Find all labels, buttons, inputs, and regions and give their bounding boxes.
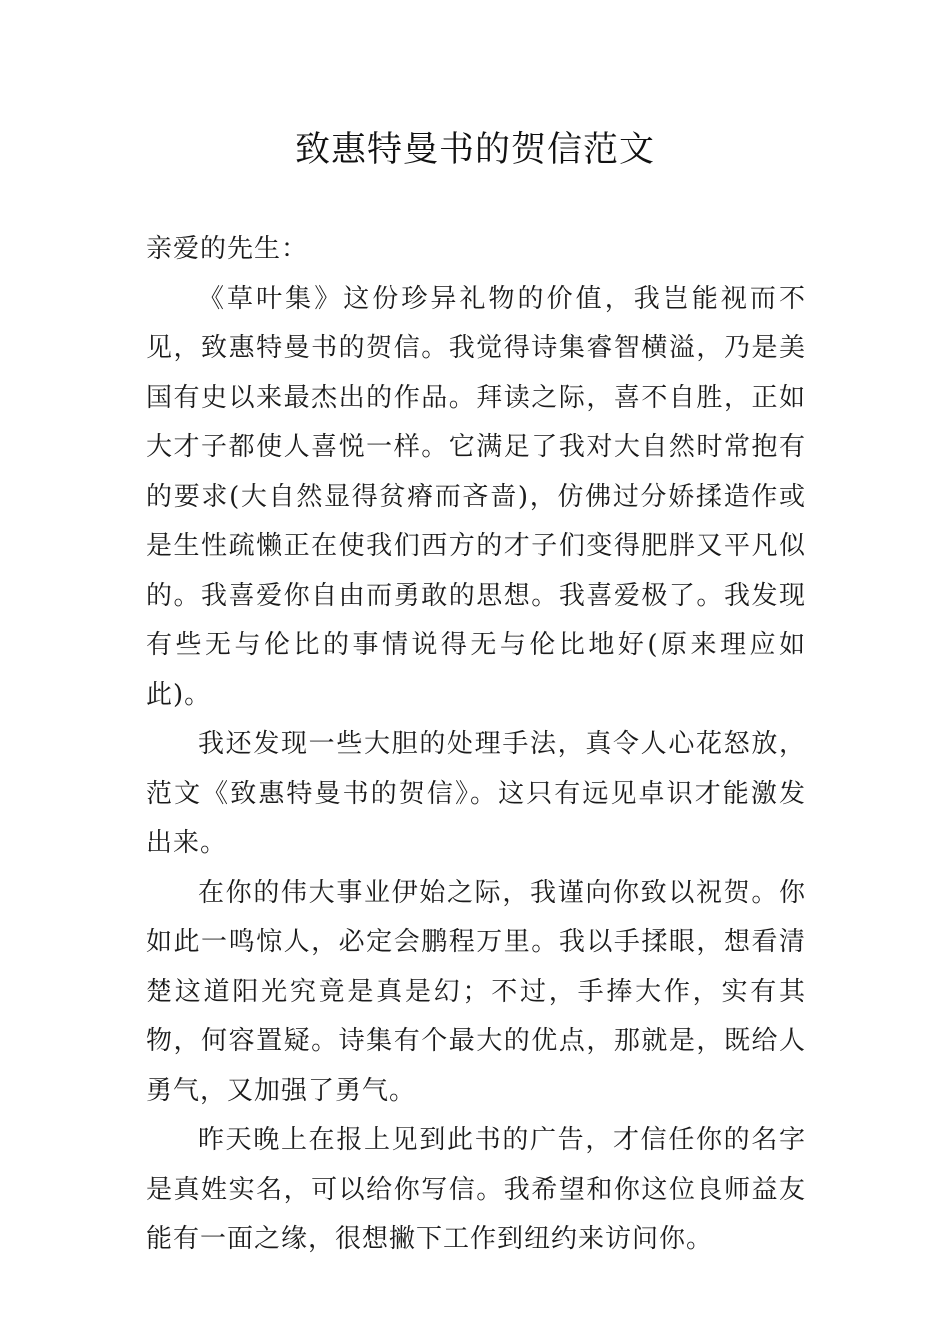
document-title: 致惠特曼书的贺信范文 <box>294 130 655 170</box>
paragraph-1: 《草叶集》这份珍异礼物的价值，我岂能视而不见，致惠特曼书的贺信。我觉得诗集睿智横溢，乃是美国有史以来最杰出的作品。拜读之际，喜不自胜，正如大才子都使人喜悦一样。它满足了我对大自然时常抱有的要求(大自然显得贫瘠而吝啬)，仿佛过分娇揉造作或是生性疏懒正在使我们西方的才子们变得肥胖又平凡似的。我喜爱你自由而勇敢的思想。我喜爱极了。我发现有些无与伦比的事情说得无与伦比地好(原来理应如此)。 <box>146 283 806 710</box>
salutation: 亲爱的先生： <box>146 234 309 264</box>
paragraph-4: 昨天晚上在报上见到此书的广告，才信任你的名字是真姓实名，可以给你写信。我希望和你这位良师益友能有一面之缘，很想撇下工作到纽约来访问你。 <box>146 1125 806 1254</box>
paragraph-2: 我还发现一些大胆的处理手法，真令人心花怒放，范文《致惠特曼书的贺信》。这只有远见卓识才能激发出来。 <box>146 729 806 858</box>
paragraph-3: 在你的伟大事业伊始之际，我谨向你致以祝贺。你如此一鸣惊人，必定会鹏程万里。我以手揉眼，想看清楚这道阳光究竟是真是幻；不过，手捧大作，实有其物，何容置疑。诗集有个最大的优点，那就是，既给人勇气，又加强了勇气。 <box>146 877 806 1106</box>
letter-body <box>146 225 806 1265</box>
